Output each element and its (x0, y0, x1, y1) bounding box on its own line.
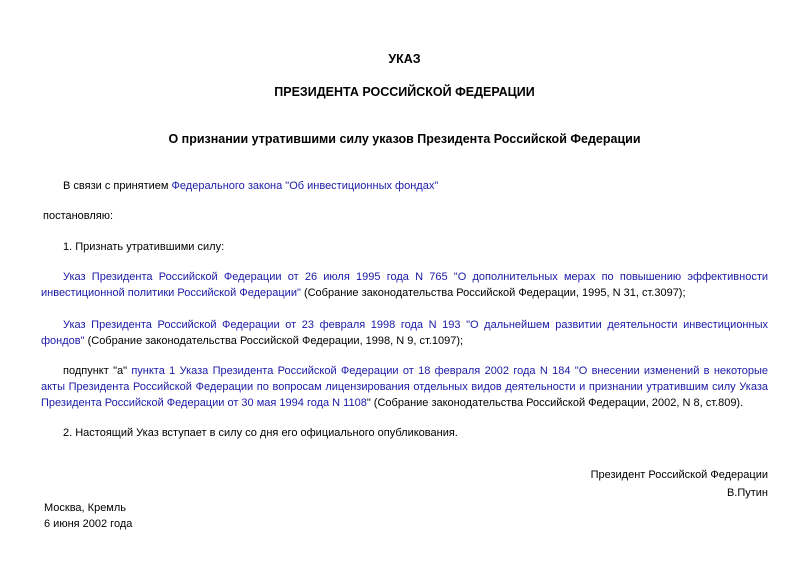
subpoint-prefix: подпункт "а" (63, 365, 132, 377)
item1-intro: 1. Признать утратившими силу: (63, 241, 225, 253)
signatory-name: В.Путин (726, 487, 768, 499)
document-title: УКАЗ (388, 52, 421, 66)
preamble-text: В связи с принятием (63, 180, 172, 192)
decree-765-link[interactable]: Указ Президента Российской Федерации от 26 июля 1995 года N 765 "О дополнительных мерах по повышению эффективности инвестиционной политики Российской Федерации" (41, 271, 768, 299)
federal-law-link[interactable]: Федерального закона "Об инвестиционных фондах" (171, 180, 439, 192)
repealed-subpoint-184 (41, 363, 768, 411)
item2-effective: 2. Настоящий Указ вступает в силу со дня его официального опубликования. (63, 427, 458, 439)
decree-184-source: (Собрание законодательства Российской Федерации, 2002, N 8, ст.809). (370, 397, 744, 409)
decree-193-source: (Собрание законодательства Российской Федерации, 1998, N 9, ст.1097); (84, 335, 464, 347)
repealed-decree-193 (41, 317, 768, 349)
preamble-paragraph (41, 178, 768, 194)
decree-184-link[interactable]: пункта 1 Указа Президента Российской Федерации от 18 февраля 2002 года N 184 "О внесении изменений в некоторые акты Президента Российской Федерации по вопросам лицензирования отдельных видов деятельности и признании утратившим силу Указа Президента Российской Федерации от 30 мая 1994 года N 1108 (41, 365, 768, 409)
decree-765-source: (Собрание законодательства Российской Федерации, 1995, N 31, ст.3097); (300, 287, 686, 299)
document-issuer: ПРЕЗИДЕНТА РОССИЙСКОЙ ФЕДЕРАЦИИ (274, 85, 535, 99)
document-subject: О признании утратившими силу указов Президента Российской Федерации (168, 132, 641, 146)
decree-184-quote-end: " (366, 397, 371, 409)
decree-193-link[interactable]: Указ Президента Российской Федерации от 23 февраля 1998 года N 193 "О дальнейшем развитии деятельности инвестиционных фондов" (41, 319, 768, 347)
repealed-decree-765 (41, 269, 768, 301)
decree-word: постановляю: (43, 210, 114, 222)
signatory-position: Президент Российской Федерации (590, 469, 768, 481)
document-page (41, 0, 768, 571)
signing-place: Москва, Кремль (44, 502, 127, 514)
signing-date: 6 июня 2002 года (44, 518, 133, 530)
